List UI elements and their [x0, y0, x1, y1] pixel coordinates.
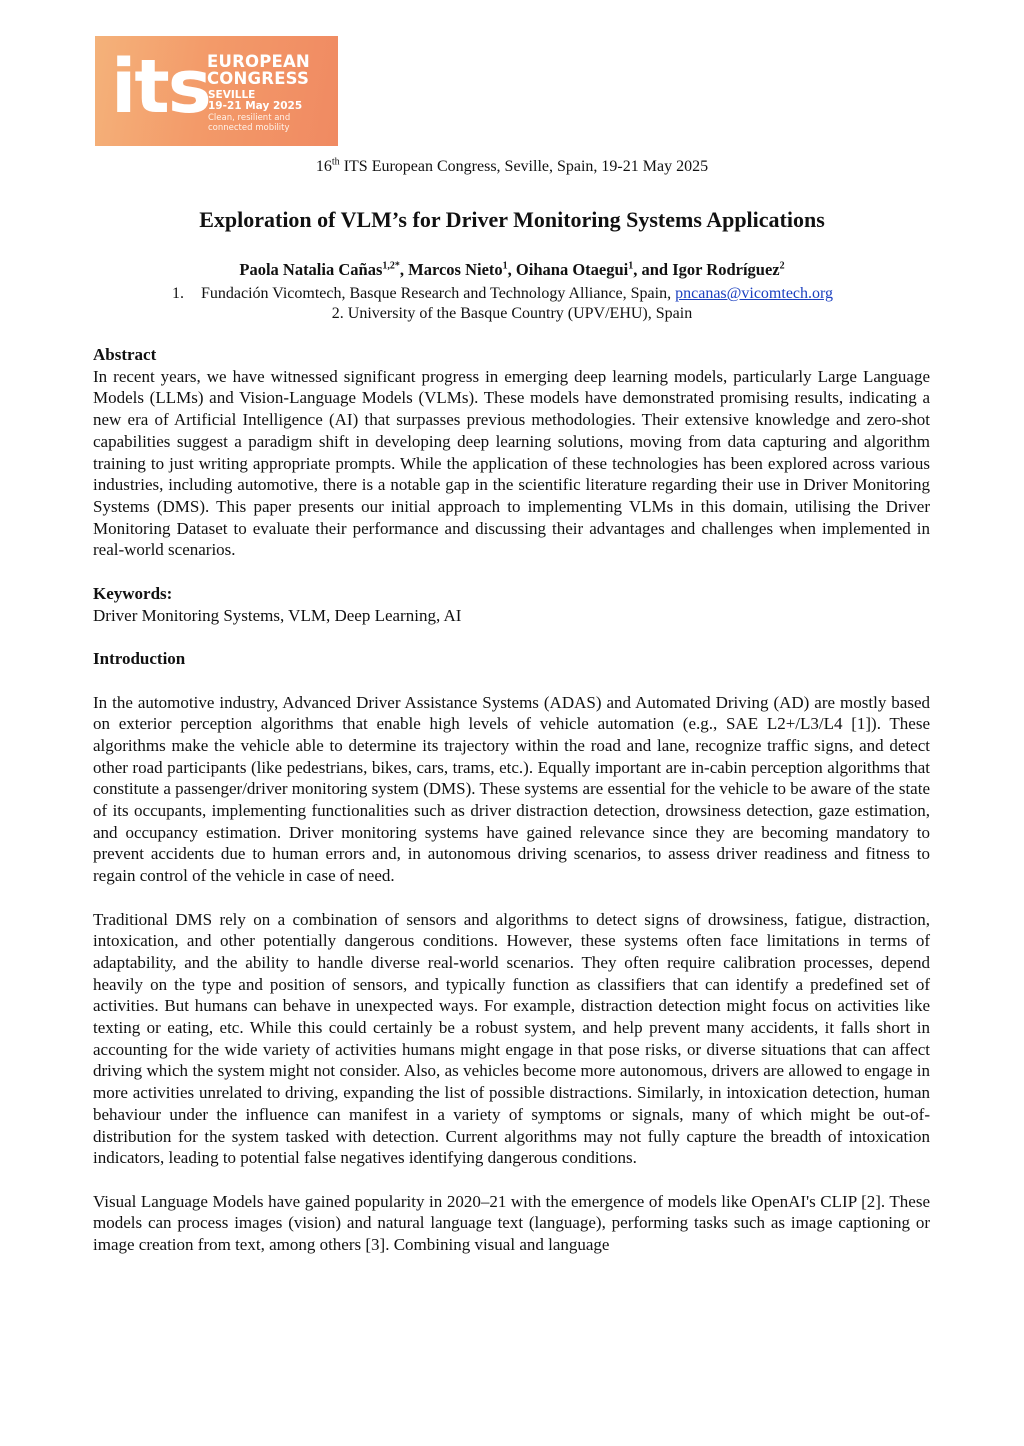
congress-line	[0, 157, 1024, 177]
logo-text-city: SEVILLE	[208, 89, 256, 101]
logo-text-european: EUROPEAN	[207, 52, 310, 71]
author-name: Marcos Nieto	[408, 260, 503, 279]
abstract-heading: Abstract	[93, 345, 157, 364]
author-affiliation-mark: 1	[628, 260, 634, 272]
affiliation-1	[172, 284, 833, 304]
spacer	[93, 670, 930, 692]
affiliation-1-text: Fundación Vicomtech, Basque Research and Technology Alliance, Spain,	[201, 285, 676, 302]
paper-body	[93, 344, 930, 1256]
author-name: Igor Rodríguez	[672, 260, 780, 279]
author-affiliation-mark: 1,2*	[382, 260, 400, 272]
affiliation-number: 1.	[172, 285, 184, 302]
keywords-text: Driver Monitoring Systems, VLM, Deep Learning, AI	[93, 605, 462, 625]
author-separator: ,	[507, 260, 516, 279]
author-name: Paola Natalia Cañas	[239, 260, 383, 279]
introduction-paragraph-2: Traditional DMS rely on a combination of sensors and algorithms to detect signs of drowsiness, fatigue, distraction, intoxication, and other potentially dangerous conditions. However, these systems often face limitations in terms of adaptability, and the ability to handle diverse real-world scenarios. They often require calibration processes, depend heavily on the type and position of sensors, and typically function as classifiers that can identify a predefined set of activities. But humans can behave in unexpected ways. For example, distraction detection might focus on activities like texting or eating, etc. While this could certainly be a robust system, and help prevent many accidents, it falls short in accounting for the wide variety of activities humans might engage in that pose risks, or diverse situations that can affect driving which the system might not consider. Also, as vehicles become more autonomous, drivers are allowed to engage in more activities unrelated to driving, expanding the list of possible distractions. Similarly, in intoxication detection, human behaviour under the influence can manifest in a variety of symptoms or signals, many of which might be out-of-distribution for the system tasked with detection. Current algorithms may not fully capture the breadth of intoxication indicators, leading to potential false negatives identifying dangerous conditions.	[93, 909, 930, 1168]
congress-ordinal-suffix: th	[331, 156, 340, 168]
introduction-paragraph-1: In the automotive industry, Advanced Driver Assistance Systems (ADAS) and Automated Driving (AD) are mostly based on exterior perception algorithms that enable high levels of vehicle automation (e.g., SAE L2+/L3/L4 [1]). These algorithms make the vehicle able to determine its trajectory within the road and lane, recognize traffic signs, and detect other road participants (like pedestrians, bikes, cars, trams, etc.). Equally important are in-cabin perception algorithms that constitute a passenger/driver monitoring system (DMS). These systems are essential for the vehicle to be aware of the state of its occupants, implementing functionalities such as driver distraction detection, drowsiness detection, gaze estimation, and occupancy estimation. Driver monitoring systems have gained relevance since they are becoming mandatory to prevent accidents due to human errors and, in autonomous driving scenarios, to assess driver readiness and fitness to regain control of the vehicle in case of need.	[93, 692, 930, 886]
author-affiliation-mark: 2	[779, 260, 785, 272]
introduction-heading: Introduction	[93, 649, 186, 669]
abstract-text: In recent years, we have witnessed significant progress in emerging deep learning models, particularly Large Language Models (LLMs) and Vision-Language Models (VLMs). These models have demonstrated promising results, indicating a new era of Artificial Intelligence (AI) that surpasses previous methodologies. Their extensive knowledge and zero-shot capabilities suggest a paradigm shift in developing deep learning solutions, moving from data capturing and algorithm training to just writing appropriate prompts. While the application of these technologies has been explored across various industries, including automotive, there is a notable gap in the scientific literature regarding their use in Driver Monitoring Systems (DMS). This paper presents our initial approach to implementing VLMs in this domain, utilising the Driver Monitoring Dataset to evaluate their performance and discussing their advantages and challenges when implemented in real-world scenarios.	[93, 366, 930, 560]
keywords-heading: Keywords:	[93, 584, 173, 604]
affiliation-2: 2. University of the Basque Country (UPV/EHU), Spain	[331, 305, 693, 322]
author-email-link[interactable]: pncanas@vicomtech.org	[675, 285, 834, 302]
its-logo-mark: its	[111, 44, 210, 130]
logo-tagline-1: Clean, resilient and	[208, 113, 291, 123]
logo-text-congress: CONGRESS	[207, 69, 310, 88]
author-list	[0, 259, 1024, 281]
spacer	[93, 1169, 930, 1191]
congress-ordinal: 16	[315, 158, 332, 175]
paper-title: Exploration of VLM’s for Driver Monitoring Systems Applications	[199, 207, 825, 232]
author-affiliation-mark: 1	[502, 260, 508, 272]
author-name: Oihana Otaegui	[515, 260, 629, 279]
author-separator: , and	[633, 260, 673, 279]
logo-tagline-2: connected mobility	[208, 123, 290, 133]
its-congress-logo	[95, 36, 338, 146]
introduction-paragraph-3: Visual Language Models have gained popularity in 2020–21 with the emergence of models like OpenAI's CLIP [2]. These models can process images (vision) and natural language text (language), performing tasks such as image captioning or image creation from text, among others [3]. Combining visual and language	[93, 1191, 930, 1255]
spacer	[93, 887, 930, 909]
logo-text-dates: 19-21 May 2025	[208, 100, 303, 112]
spacer	[93, 626, 930, 648]
author-separator: ,	[399, 260, 409, 279]
spacer	[93, 561, 930, 583]
congress-details: ITS European Congress, Seville, Spain, 19-21 May 2025	[339, 158, 709, 175]
